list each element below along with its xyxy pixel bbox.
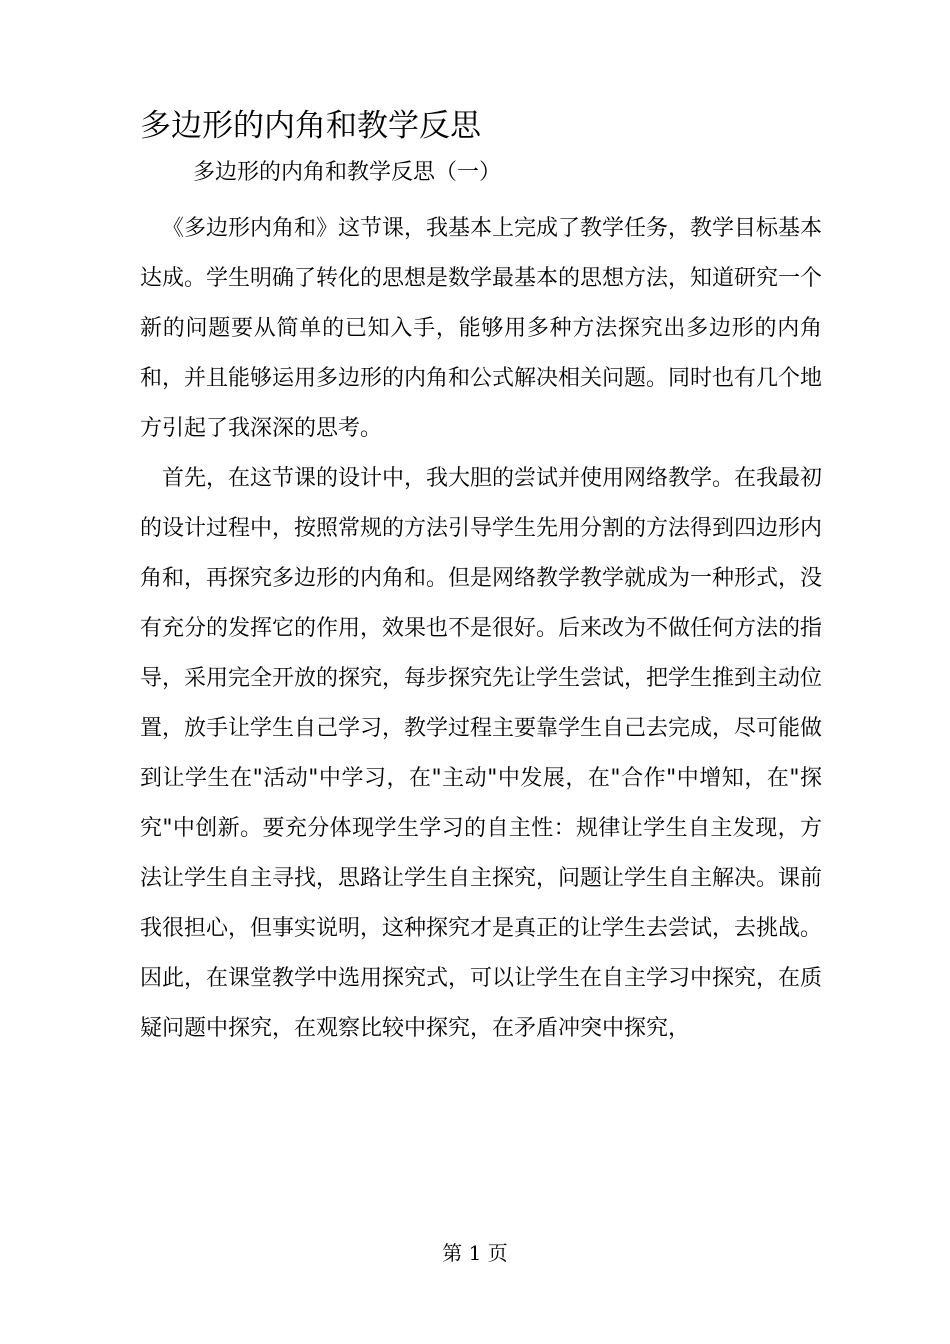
section-subtitle: 多边形的内角和教学反思（一） (193, 160, 502, 185)
paragraph-2: 首先，在这节课的设计中，我大胆的尝试并使用网络教学。在我最初的设计过程中，按照常规的方法引导学生先用分割的方法得到四边形内角和，再探究多边形的内角和。但是网络教学教学就成为一种形式，没有充分的发挥它的作用，效果也不是很好。后来改为不做任何方法的指导，采用完全开放的探究，每步探究先让学生尝试，把学生推到主动位置，放手让学生自己学习，教学过程主要靠学生自己去完成，尽可能做到让学生在"活动"中学习，在"主动"中发展，在"合作"中增知，在"探究"中创新。要充分体现学生学习的自主性：规律让学生自主发现，方法让学生自主寻找，思路让学生自主探究，问题让学生自主解决。课前我很担心，但事实说明，这种探究才是真正的让学生去尝试，去挑战。因此，在课堂教学中选用探究式，可以让学生在自主学习中探究，在质疑问题中探究，在观察比较中探究，在矛盾冲突中探究， (140, 466, 823, 1041)
body-text (140, 204, 822, 1054)
paragraph-1: 《多边形内角和》这节课，我基本上完成了教学任务，教学目标基本达成。学生明确了转化的思想是数学最基本的思想方法，知道研究一个新的问题要从简单的已知入手，能够用多种方法探究出多边形的内角和，并且能够运用多边形的内角和公式解决相关问题。同时也有几个地方引起了我深深的思考。 (140, 216, 823, 441)
page-number: 第 1 页 (442, 1241, 508, 1265)
page-title: 多边形的内角和教学反思 (140, 108, 481, 144)
